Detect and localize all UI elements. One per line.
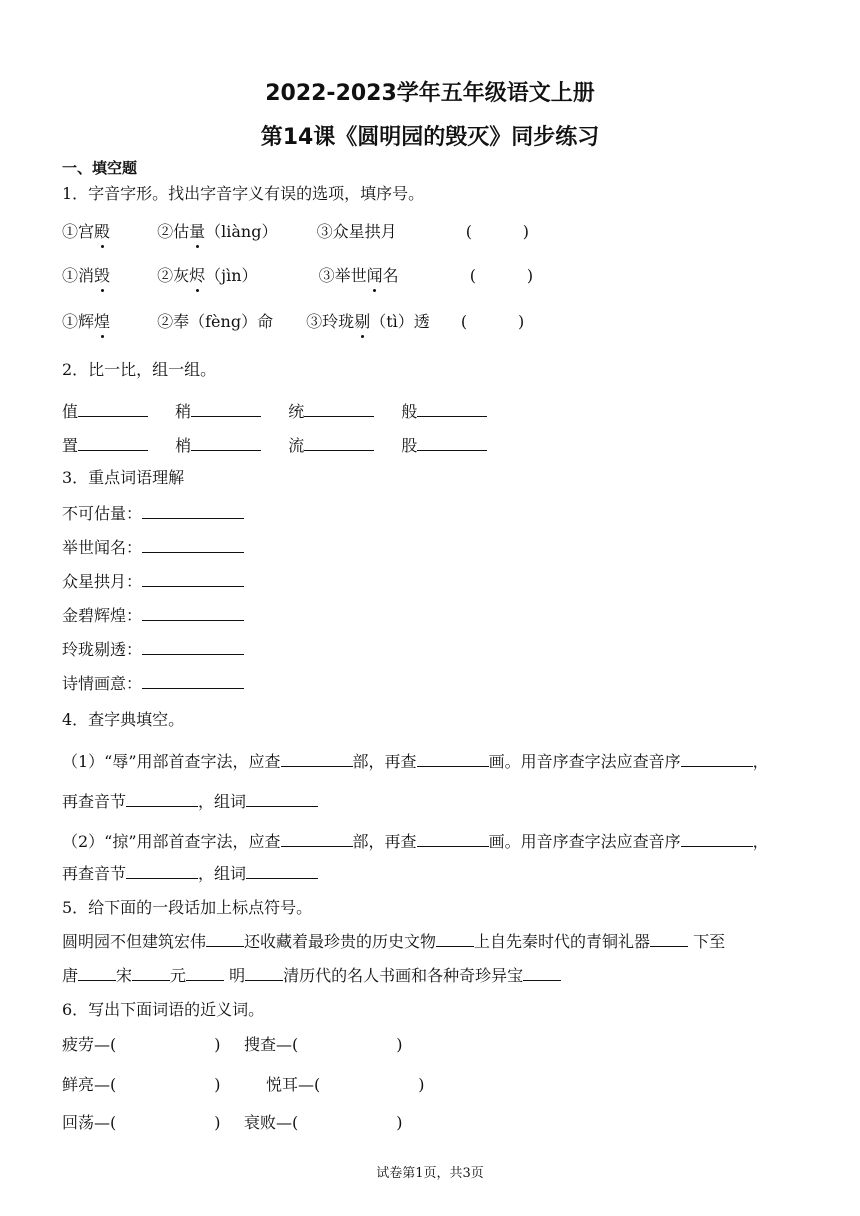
word: 衰败—( — [244, 1113, 299, 1132]
dotted-char: 煌 — [94, 312, 111, 331]
section-heading: 一、填空题 — [62, 159, 138, 177]
pinyin: （liàng） — [205, 222, 278, 241]
answer-blank[interactable] — [681, 830, 753, 847]
q6-item — [244, 1032, 403, 1055]
q2-row2 — [62, 434, 487, 456]
answer-blank[interactable] — [142, 638, 244, 655]
answer-blank[interactable] — [417, 434, 487, 451]
answer-blank[interactable] — [246, 862, 318, 879]
question-text: （1）“辱”用部首查字法，应查 — [62, 752, 281, 771]
char: 稍 — [175, 402, 192, 421]
answer-blank[interactable] — [126, 862, 198, 879]
q6-item — [62, 1072, 221, 1095]
title-line1: 2022-2023学年五年级语文上册 — [265, 81, 595, 106]
question-text: ，组词 — [198, 864, 247, 883]
option-text: ①辉 — [62, 312, 95, 331]
paren-close: ) — [418, 1075, 425, 1094]
term-label: 举世闻名： — [62, 538, 143, 557]
answer-blank[interactable] — [191, 400, 261, 417]
option-text: 名 — [382, 266, 399, 285]
q6-item — [244, 1110, 403, 1133]
answer-blank[interactable] — [304, 434, 374, 451]
page-footer: 试卷第1页，共3页 — [376, 1166, 484, 1181]
passage-text: 上自先秦时代的青铜礼器 — [474, 932, 651, 951]
answer-paren[interactable]: ( ) — [465, 222, 530, 241]
option-text: ③玲珑 — [306, 312, 355, 331]
answer-blank[interactable] — [78, 964, 116, 981]
answer-blank[interactable] — [304, 400, 374, 417]
answer-blank[interactable] — [245, 964, 283, 981]
q3-item — [62, 570, 244, 592]
dotted-char: 剔 — [354, 312, 371, 331]
q4-part1 — [62, 750, 769, 772]
answer-blank[interactable] — [142, 502, 244, 519]
q3-item — [62, 638, 244, 660]
answer-blank[interactable] — [142, 570, 244, 587]
q6-item — [266, 1072, 425, 1095]
q4-part2 — [62, 830, 769, 852]
option-text: ③众星拱月 — [316, 222, 397, 241]
paren-close: ) — [214, 1113, 221, 1132]
answer-blank[interactable] — [142, 604, 244, 621]
pinyin: （jìn） — [205, 266, 258, 285]
passage-text: 明 — [224, 966, 246, 985]
option-text: ②估 — [157, 222, 190, 241]
question-text: 再查音节 — [62, 792, 127, 811]
q4-part2-cont — [62, 862, 318, 884]
answer-blank[interactable] — [417, 750, 489, 767]
passage-text: 唐 — [62, 966, 79, 985]
option-text: ①宫 — [62, 222, 95, 241]
word: 悦耳—( — [266, 1075, 321, 1094]
q1-stem: 1．字音字形。找出字音字义有误的选项，填序号。 — [62, 184, 425, 203]
passage-text: 还收藏着最珍贵的历史文物 — [244, 932, 437, 951]
answer-blank[interactable] — [126, 790, 198, 807]
q1-row3 — [62, 312, 524, 332]
question-text: ， — [752, 752, 769, 771]
passage-text: 下至 — [688, 932, 726, 951]
dotted-char: 烬 — [189, 266, 206, 285]
term-label: 玲珑剔透： — [62, 640, 143, 659]
char: 统 — [288, 402, 305, 421]
char: 流 — [288, 436, 305, 455]
question-text: （2）“掠”用部首查字法，应查 — [62, 832, 281, 851]
q6-item — [62, 1032, 221, 1055]
option-text: ②灰 — [157, 266, 190, 285]
option-text: ①消 — [62, 266, 95, 285]
answer-paren[interactable]: ( ) — [469, 266, 534, 285]
term-label: 金碧辉煌： — [62, 606, 143, 625]
answer-blank[interactable] — [436, 930, 474, 947]
option-text: ②奉（fèng）命 — [157, 312, 274, 331]
q3-item — [62, 604, 244, 626]
dotted-char: 闻 — [366, 266, 383, 285]
q1-row2 — [62, 266, 533, 286]
q3-stem: 3．重点词语理解 — [62, 468, 185, 487]
passage-text: 清历代的名人书画和各种奇珍异宝 — [283, 966, 524, 985]
answer-blank[interactable] — [281, 750, 353, 767]
answer-blank[interactable] — [191, 434, 261, 451]
question-text: 画。用音序查字法应查音序 — [488, 752, 681, 771]
q4-stem: 4．查字典填空。 — [62, 710, 185, 729]
char: 股 — [401, 436, 418, 455]
answer-blank[interactable] — [650, 930, 688, 947]
paren-close: ) — [214, 1035, 221, 1054]
answer-blank[interactable] — [523, 964, 561, 981]
passage-text: 元 — [170, 966, 187, 985]
q5-stem: 5．给下面的一段话加上标点符号。 — [62, 898, 313, 917]
dotted-char: 殿 — [94, 222, 111, 241]
dotted-char: 毁 — [94, 266, 111, 285]
answer-blank[interactable] — [132, 964, 170, 981]
char: 置 — [62, 436, 79, 455]
question-text: 再查音节 — [62, 864, 127, 883]
paren-close: ) — [396, 1113, 403, 1132]
q3-item — [62, 502, 244, 524]
answer-blank[interactable] — [246, 790, 318, 807]
word: 搜查—( — [244, 1035, 299, 1054]
answer-blank[interactable] — [78, 434, 148, 451]
q6-stem: 6．写出下面词语的近义词。 — [62, 1000, 265, 1019]
answer-blank[interactable] — [142, 672, 244, 689]
answer-blank[interactable] — [681, 750, 753, 767]
q3-item — [62, 536, 244, 558]
answer-blank[interactable] — [78, 400, 148, 417]
title-line2: 第14课《圆明园的毁灭》同步练习 — [260, 125, 600, 150]
q2-row1 — [62, 400, 487, 422]
word: 回荡—( — [62, 1113, 117, 1132]
question-text: ，组词 — [198, 792, 247, 811]
q1-row1 — [62, 222, 529, 242]
answer-paren[interactable]: ( ) — [460, 312, 525, 331]
question-text: 部，再查 — [352, 832, 417, 851]
word: 疲劳—( — [62, 1035, 117, 1054]
question-text: 部，再查 — [352, 752, 417, 771]
passage-text: 宋 — [116, 966, 133, 985]
char: 梢 — [175, 436, 192, 455]
char: 般 — [401, 402, 418, 421]
q3-item — [62, 672, 244, 694]
answer-blank[interactable] — [417, 400, 487, 417]
term-label: 诗情画意： — [62, 674, 143, 693]
q5-line2 — [62, 964, 561, 986]
term-label: 不可估量： — [62, 504, 143, 523]
answer-blank[interactable] — [417, 830, 489, 847]
answer-blank[interactable] — [206, 930, 244, 947]
answer-blank[interactable] — [281, 830, 353, 847]
question-text: ， — [752, 832, 769, 851]
answer-blank[interactable] — [142, 536, 244, 553]
term-label: 众星拱月： — [62, 572, 143, 591]
paren-close: ) — [214, 1075, 221, 1094]
q4-part1-cont — [62, 790, 318, 812]
answer-blank[interactable] — [186, 964, 224, 981]
char: 值 — [62, 402, 79, 421]
q2-stem: 2．比一比，组一组。 — [62, 360, 217, 379]
option-text: （tì）透 — [370, 312, 430, 331]
word: 鲜亮—( — [62, 1075, 117, 1094]
paren-close: ) — [396, 1035, 403, 1054]
passage-text: 圆明园不但建筑宏伟 — [62, 932, 207, 951]
option-text: ③举世 — [318, 266, 367, 285]
question-text: 画。用音序查字法应查音序 — [488, 832, 681, 851]
q6-item — [62, 1110, 221, 1133]
q5-line1 — [62, 930, 725, 952]
dotted-char: 量 — [189, 222, 206, 241]
